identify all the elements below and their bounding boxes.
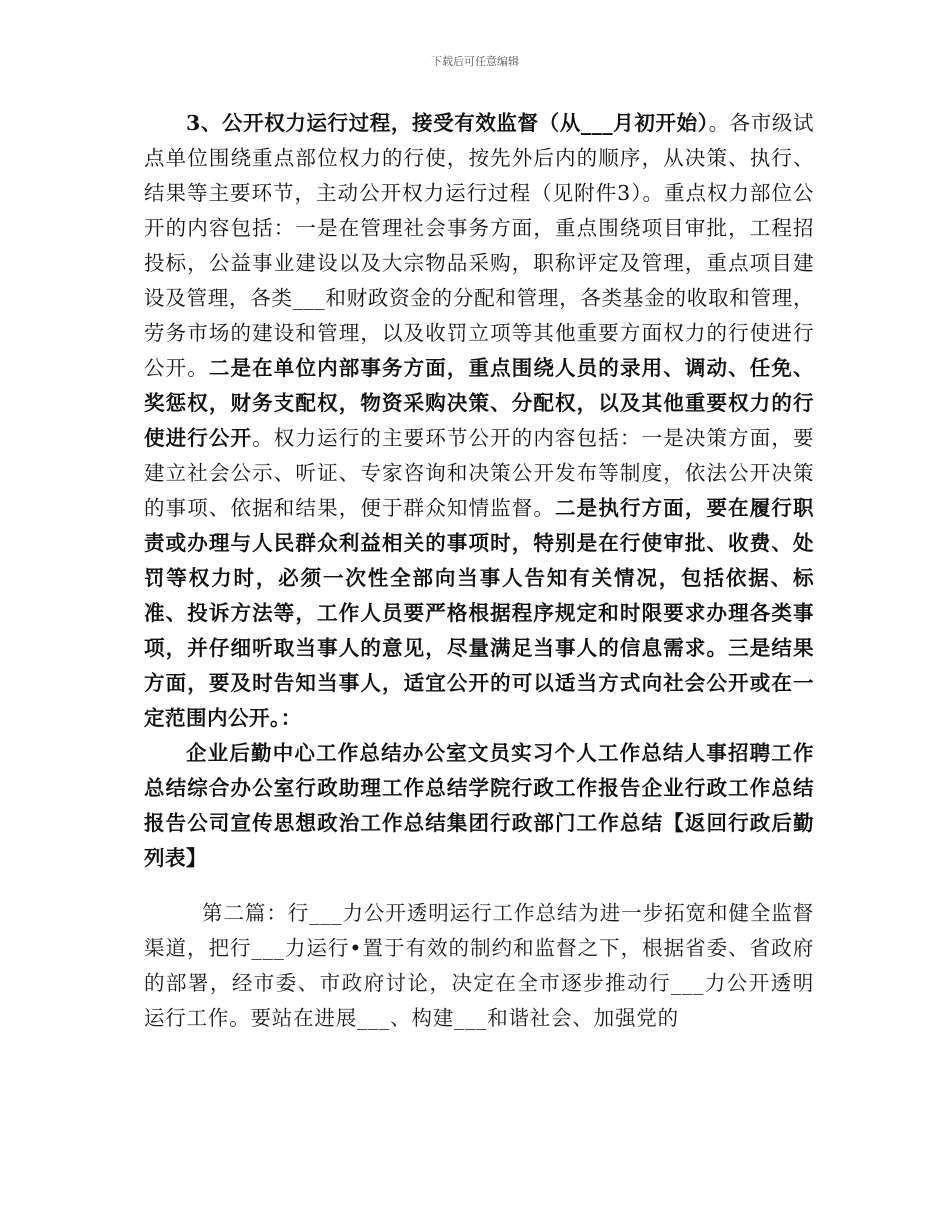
section-3-text-1: 。各市级试点单位围绕重点部位权力的行使，按先外后内的顺序，从决策、执行、结果等主要环节，主动公开权力运行过程（见附件3）。重点权力部位公开的内容包括：一是在管理社会事务方面，重点围绕项目审批，工程招投标，公益事业建设以及大宗物品采购，职称评定及管理，重点项目建设及管理，各类___和财政资金的分配和管理，各类基金的收取和管理，劳务市场的建设和管理，以及收罚立项等其他重要方面权力的行使进行公开。 [144,111,815,380]
section-3-bold-2: 二是执行方面，要在履行职责或办理与人民群众利益相关的事项时，特别是在行使审批、收费、处罚等权力时，必须一次性全部向当事人告知有关情况，包括依据、标准、投诉方法等，工作人员要严格根据程序规定和时限要求办理各类事项，并仔细听取当事人的意见，尽量满足当事人的信息需求。三是结果方面，要及时告知当事人，适宜公开的可以适当方式向社会公开或在一定范围内公开。： [144,496,815,730]
section-3-heading: 3、公开权力运行过程，接受有效监督（从___月初开始） [186,111,709,135]
section-3-paragraph [144,106,814,736]
part-2-paragraph: 第二篇：行___力公开透明运行工作总结为进一步拓宽和健全监督渠道，把行___力运行•置于有效的制约和监督之下，根据省委、省政府的部署，经市委、市政府讨论，决定在全市逐步推动行___力公开透明运行工作。要站在进展___、构建___和谐社会、加强党的 [144,901,814,1030]
section-3-text-2: 。权力运行的主要环节公开的内容包括：一是决策方面，要建立社会公示、听证、专家咨询和决策公开发布等制度，依法公开决策的事项、依据和结果，便于群众知情监督。 [144,426,815,520]
related-links-paragraph: 企业后勤中心工作总结办公室文员实习个人工作总结人事招聘工作总结综合办公室行政助理工作总结学院行政工作报告企业行政工作总结报告公司宣传思想政治工作总结集团行政部门工作总结【返回行政后勤列表】 [144,741,814,870]
header-note: 下载后可任意编辑 [431,55,519,68]
section-3-bold-1: 二是在单位内部事务方面，重点围绕人员的录用、调动、任免、奖惩权，财务支配权，物资采购决策、分配权，以及其他重要权力的行使进行公开 [144,356,815,450]
document-body [144,106,814,1036]
